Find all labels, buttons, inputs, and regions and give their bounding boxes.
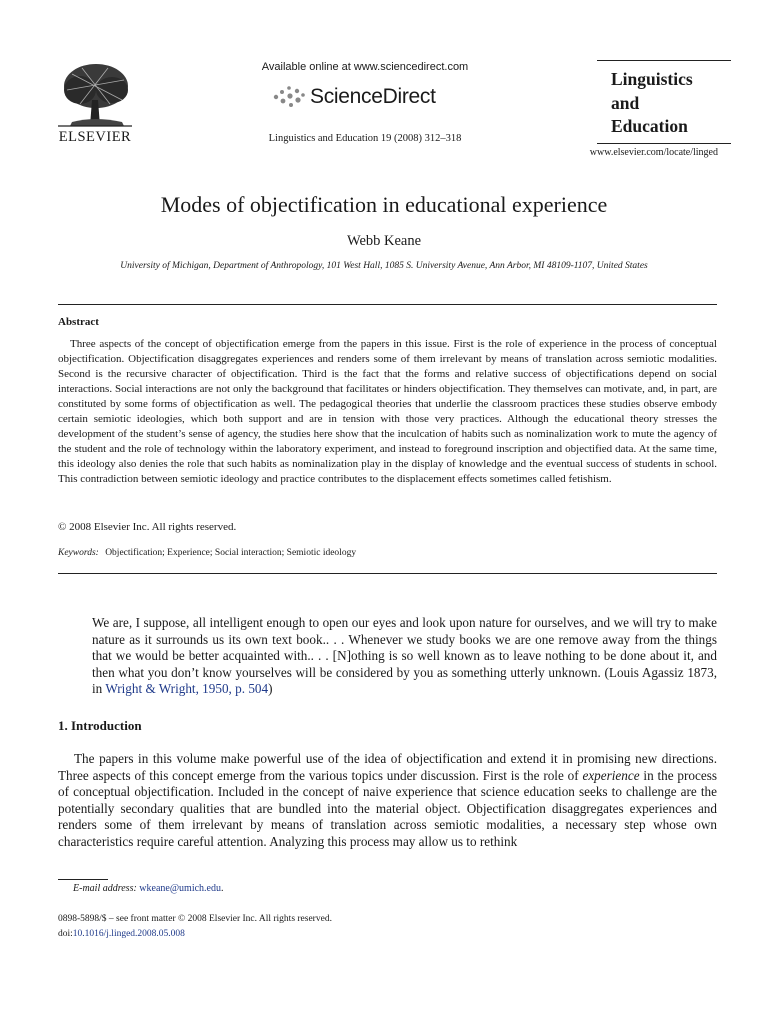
- abstract-copyright: © 2008 Elsevier Inc. All rights reserved.: [58, 521, 237, 533]
- email-link[interactable]: wkeane@umich.edu: [139, 883, 221, 894]
- doi: [58, 929, 185, 939]
- footnote-rule: [58, 879, 108, 880]
- email-end: .: [220, 883, 224, 894]
- keywords-label: Keywords:: [58, 548, 99, 558]
- abstract-heading: Abstract: [58, 316, 99, 328]
- citation-link[interactable]: Wright & Wright, 1950, p. 504: [105, 681, 269, 697]
- body-text: The papers in this volume make powerful use of the idea of objectification and extend it in promising new directions. Three aspects of this concept emerge from the various topics under discussion. First is the role of: [58, 751, 717, 783]
- journal-title-line: Education: [611, 116, 688, 136]
- journal-title-box: [597, 60, 731, 144]
- sciencedirect-wordmark: ScienceDirect: [310, 85, 436, 108]
- keywords-list: Objectification; Experience; Social interaction; Semiotic ideology: [105, 548, 357, 558]
- journal-url[interactable]: www.elsevier.com/locate/linged: [589, 147, 718, 158]
- journal-citation: Linguistics and Education 19 (2008) 312–318: [268, 133, 462, 144]
- author-affiliation: University of Michigan, Department of Anthropology, 101 West Hall, 1085 S. University Avenue, Ann Arbor, MI 48109-1107, United States: [120, 261, 648, 271]
- section-heading: 1. Introduction: [58, 718, 142, 733]
- body-text: in the process of conceptual objectification. Included in the concept of naive experience that science education seeks to challenge are the potentially secondary qualities that are bundled into the material object. Objectification disaggregates experiences and renders some of them irrelevant by means of translation across semiotic modalities, a necessary step whose own characteristics require careful attention. Analyzing this process may allow us to rethink: [58, 767, 717, 849]
- article-author: Webb Keane: [346, 233, 422, 249]
- doi-link[interactable]: 10.1016/j.linged.2008.05.008: [72, 929, 185, 939]
- available-online-text: Available online at www.sciencedirect.com: [261, 61, 469, 73]
- email-label: E-mail address:: [73, 883, 137, 894]
- front-matter-text: 0898-5898/$ – see front matter © 2008 Elsevier Inc. All rights reserved.: [58, 914, 332, 924]
- epigraph-close: ): [268, 681, 273, 697]
- journal-title-line: Linguistics: [611, 69, 693, 89]
- epigraph: [92, 615, 717, 698]
- journal-title-line: and: [611, 92, 640, 113]
- epigraph-text: We are, I suppose, all intelligent enough to open our eyes and look upon nature for ourselves, and we will try to make nature as it surrounds us its own text book.. . . Whenever we study books we are one remove away from the things that we would be better acquainted with.. . . [N]othing is so well known as to leave nothing to be done about it, and then what you don’t know yourselves will be considered by you as something utterly unknown. (Louis Agassiz 1873, in: [92, 615, 717, 697]
- keywords: [58, 548, 356, 558]
- doi-label: doi:: [58, 929, 73, 939]
- footnote-email: [73, 883, 223, 894]
- abstract-body: Three aspects of the concept of objectification emerge from the papers in this issue. First is the role of experience in the process of conceptual objectification. Objectification disaggregates experiences and renders some of them irrelevant by means of translation across semiotic modalities. Second is the recursive character of objectification. Third is the fact that the forms and relative success of objectifications depend on social interactions. Social interactions are not only the background that facilitates or hinders objectification. They themselves can motivate, and, in part, are constituted by some forms of objectification as well. The pedagogical theories that underlie the classroom practices these studies observe embody certain semiotic ideologies, which both support and are in tension with those very practices. Although the educational theory stresses the development of the student’s sense of agency, the studies here show that the inculcation of habits such as nominalization work to mute the agency of the student and the role of technology within the laboratory experiment, and instead to foreground inscription and objectified data. At the same time, this ideology also denies the role that such habits as nominalization play in the display of knowledge and the eventual success of students in school. This contradiction between semiotic ideology and practice contributes to the displacement effects sometimes called fetishism.: [58, 338, 717, 486]
- divider: [58, 573, 717, 574]
- sciencedirect-logo: [270, 82, 436, 112]
- divider: [58, 304, 717, 305]
- sciencedirect-dots-icon: [270, 83, 310, 111]
- section-body: [58, 751, 717, 851]
- article-title: Modes of objectification in educational experience: [160, 192, 608, 217]
- publisher-name: ELSEVIER: [58, 129, 132, 145]
- emphasis-text: experience: [582, 767, 640, 783]
